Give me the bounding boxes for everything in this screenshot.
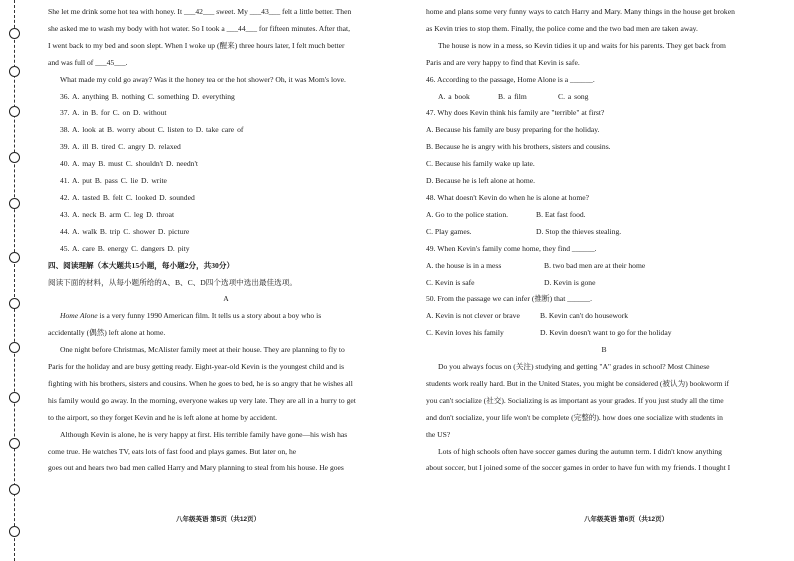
passage-b-line: Do you always focus on (关注) studying and getting "A" grades in school? Most Chinese [438,362,710,372]
question-48-options-row [426,224,782,241]
question-46-options [426,89,782,106]
binding-hole-icon [9,152,20,163]
binding-hole-icon [9,28,20,39]
left-page [48,4,404,477]
binding-hole-icon [9,298,20,309]
passage-a-line: accidentally (偶然) left alone at home. [48,328,166,338]
binding-hole-icon [9,66,20,77]
passage-a-line: Paris for the holiday and are busy getting ready. Eight-year-old Kevin is the youngest child and is [48,362,345,372]
binding-margin [0,0,34,561]
option: D. Stop the thieves stealing. [536,226,622,236]
passage-a-line: fighting with his brothers, sisters and cousins. When he goes to bed, he is so angry that he wishes all [48,378,353,388]
passage-line: and was full of ___45___. [48,57,128,67]
passage-b-label: B [601,345,607,355]
passage-b-line: students work really hard. But in the United States, you might be considered (被认为) bookworm if [426,378,730,388]
passage-a-line: to the airport, so they forget Kevin and he is left alone at home by accident. [48,412,278,422]
option: B. Eat fast food. [536,209,586,219]
option: B. two bad men are at their home [544,260,646,270]
question-50: 50. From the passage we can infer (推断) that ______. [426,294,592,304]
question-49-options-row [426,275,782,292]
page-footer-left: 八年级英语 第5页（共12页） [176,516,261,523]
binding-hole-icon [9,392,20,403]
binding-hole-icon [9,198,20,209]
mc-option-row-45: 45. A. care B. energy C. dangers D. pity [60,243,190,253]
section-title: 四、阅读理解（本大题共15小题，每小题2分，共30分） [48,260,235,270]
passage-line: Paris and are very happy to find that Kevin is safe. [426,57,580,67]
mc-option-row-38: 38. A. look at B. worry about C. listen to D. take care of [60,125,244,135]
passage-a-line [48,308,404,325]
section-instruction: 阅读下面的材料，从每小题所给的A、B、C、D四个选项中选出最佳选项。 [48,277,297,287]
passage-line: I went back to my bed and soon slept. When I woke up (醒来) three hours later, I felt much better [48,40,345,50]
passage-a-text: is a very funny 1990 American film. It tells us a story about a boy who is [97,311,322,321]
passage-line: home and plans some very funny ways to catch Harry and Mary. Many things in the house get broken [426,7,735,16]
mc-option-row-40: 40. A. may B. must C. shouldn't D. needn't [60,159,198,169]
mc-option-row-39: 39. A. ill B. tired C. angry D. relaxed [60,142,181,152]
binding-dashed-line [14,0,15,561]
binding-hole-icon [9,526,20,537]
option: A. Kevin is not clever or brave [426,311,520,321]
mc-option-row-37: 37. A. in B. for C. on D. without [60,108,167,118]
option: C. Kevin loves his family [426,328,504,338]
passage-line: she asked me to wash my body with hot water. So I took a ___44___ for fifteen minutes. After that, [48,23,351,33]
passage-line: The house is now in a mess, so Kevin tidies it up and waits for his parents. They get back from [438,40,726,50]
passage-line: She let me drink some hot tea with honey. It ___42___ sweet. My ___43___ felt a little better. Then [48,7,352,16]
binding-hole-icon [9,106,20,117]
option: D. Kevin doesn't want to go for the holiday [540,328,672,338]
passage-b-line: and don't socialize, your life won't be complete (完整的). how does one socialize with students in [426,412,723,422]
passage-a-line: come true. He watches TV, eats lots of fast food and plays games. But later on, he [48,446,297,456]
mc-option-row-43: 43. A. neck B. arm C. leg D. throat [60,209,175,219]
question-50-options-row [426,308,782,325]
passage-line: as Kevin tries to stop them. Finally, the police come and the two bad men are taken away. [426,23,698,33]
mc-option-row-41: 41. A. put B. pass C. lie D. write [60,176,167,186]
option: C. Play games. [426,226,472,236]
option: B. Kevin can't do housework [540,311,629,321]
option: A. Because his family are busy preparing for the holiday. [426,125,600,135]
question-47: 47. Why does Kevin think his family are "terrible" at first? [426,108,605,118]
passage-b-line: about soccer, but I joined some of the soccer games in order to have fun with my friends. I thought I [426,463,731,473]
passage-a-line: Although Kevin is alone, he is very happy at first. His terrible family have gone—his wish has [60,429,348,439]
mc-option-row-36: 36. A. anything B. nothing C. something D. everything [60,91,235,101]
passage-b-line: you can't socialize (社交). Socializing is as important as your grades. If you just study all the time [426,395,724,405]
passage-line: What made my cold go away? Was it the honey tea or the hot shower? Oh, it was Mom's love. [60,74,346,84]
option: C. Kevin is safe [426,277,475,287]
page-footer-right: 八年级英语 第6页（共12页） [584,516,669,523]
option: C. a song [558,91,589,101]
binding-hole-icon [9,252,20,263]
option: A. a book [438,91,470,101]
option: D. Kevin is gone [544,277,596,287]
question-49: 49. When Kevin's family come home, they find ______. [426,243,597,253]
question-49-options-row [426,258,782,275]
right-page [426,4,782,477]
option: A. Go to the police station. [426,209,509,219]
question-46: 46. According to the passage, Home Alone is a ______. [426,74,595,84]
passage-a-line: goes out and hears two bad men called Harry and Mary planning to steal from his house. He goes [48,463,344,473]
binding-hole-icon [9,484,20,495]
passage-a-label: A [223,294,229,304]
passage-b-line: Lots of high schools often have soccer games during the autumn term. I didn't know anything [438,446,722,456]
option: A. the house is in a mess [426,260,502,270]
film-title: Home Alone [60,311,98,321]
mc-option-row-44: 44. A. walk B. trip C. shower D. picture [60,226,190,236]
option: B. a film [498,91,527,101]
mc-option-row-42: 42. A. tasted B. felt C. looked D. sounded [60,192,195,202]
question-50-options-row [426,325,782,342]
passage-a-line: One night before Christmas, McAlister family meet at their house. They are planning to fly to [60,345,345,355]
option: D. Because he is left alone at home. [426,176,536,186]
option: C. Because his family wake up late. [426,159,535,169]
passage-b-line: the US? [426,429,451,439]
question-48-options-row [426,207,782,224]
question-48: 48. What doesn't Kevin do when he is alone at home? [426,192,589,202]
option: B. Because he is angry with his brothers, sisters and cousins. [426,142,611,152]
binding-hole-icon [9,438,20,449]
binding-hole-icon [9,342,20,353]
passage-a-line: his family would go away. In the morning, everyone wakes up very late. They are all in a hurry to get [48,395,356,405]
